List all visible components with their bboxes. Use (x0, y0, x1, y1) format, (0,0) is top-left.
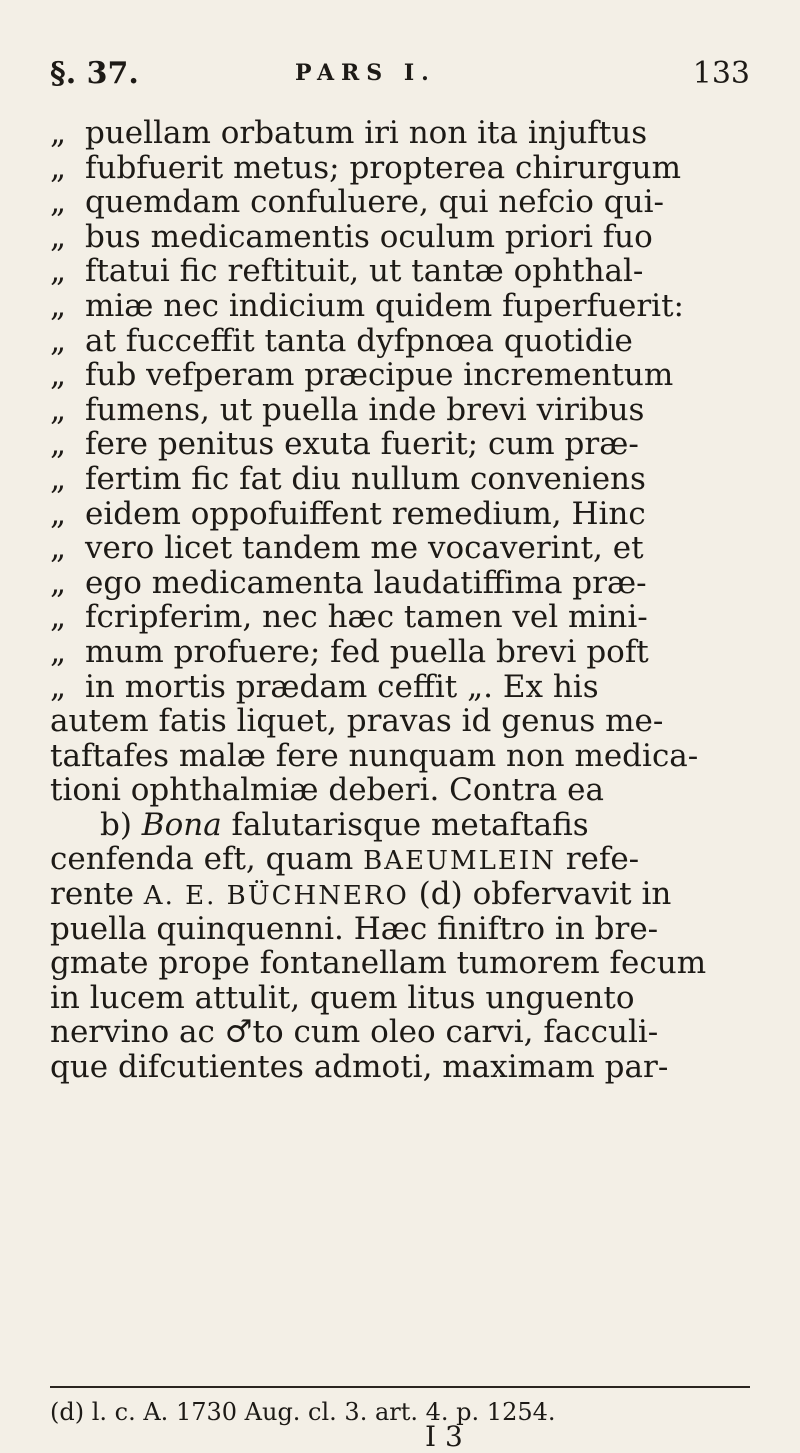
text-line (50, 600, 760, 635)
text-line (50, 531, 760, 566)
text-line (50, 635, 760, 670)
text-line (50, 566, 760, 601)
line-text: autem fatis liquet, pravas id genus me- (50, 704, 664, 739)
part-title: PARS I. (295, 60, 436, 86)
text-line (50, 185, 760, 220)
text-run: b) (100, 807, 142, 843)
line-text: quemdam confuluere, qui nefcio qui- (85, 185, 665, 220)
quote-mark: „ (50, 496, 67, 532)
paragraph-b-line-3 (50, 877, 760, 912)
paragraph-b-line-2 (50, 842, 760, 877)
text-line (50, 254, 760, 289)
signature-mark: I 3 (425, 1420, 463, 1453)
quoted-passage (50, 116, 760, 808)
quote-mark: „ (50, 669, 67, 705)
line-text: eidem oppofuiffent remedium, Hinc (85, 496, 646, 532)
text-line: nervino ac ♂to cum oleo carvi, facculi- (50, 1015, 659, 1051)
page-number: 133 (692, 56, 750, 91)
text-line (50, 670, 760, 705)
quote-mark: „ (50, 427, 67, 462)
quote-mark: „ (50, 185, 67, 220)
text-run: cenfenda eft, quam (50, 842, 364, 878)
quote-mark: „ (50, 254, 67, 289)
quote-mark: „ (50, 323, 67, 359)
quote-mark: „ (50, 461, 67, 497)
paragraph-b-line-1 (50, 808, 760, 843)
quote-mark: „ (50, 634, 67, 670)
text-line (50, 358, 760, 393)
line-text: fertim fic fat diu nullum conveniens (85, 461, 646, 497)
line-text: mum profuere; fed puella brevi poft (85, 634, 649, 670)
line-text: ftatui fic reftituit, ut tantæ ophthal- (85, 254, 644, 289)
text-line (50, 324, 760, 359)
section-number: §. 37. (50, 56, 139, 91)
running-header (50, 56, 750, 96)
quote-mark: „ (50, 116, 67, 151)
quote-mark: „ (50, 150, 67, 186)
text-line (50, 497, 760, 532)
line-text: tioni ophthalmiæ deberi. Contra ea (50, 773, 604, 808)
text-line (50, 462, 760, 497)
text-run: rente (50, 877, 144, 912)
body-text (50, 116, 760, 1085)
quote-mark: „ (50, 531, 67, 566)
text-line (50, 704, 760, 739)
text-run: falutarisque metaftafis (221, 807, 589, 843)
text-line (50, 151, 760, 186)
text-line (50, 393, 760, 428)
text-line (50, 427, 760, 462)
author-name: A. E. BÜCHNERO (143, 881, 409, 912)
line-text: taftafes malæ fere nunquam non medica- (50, 738, 699, 774)
text-line (50, 773, 760, 808)
paragraph-b-rest (50, 912, 760, 1085)
line-text: bus medicamentis oculum priori fuo (85, 219, 653, 255)
text-run: refe- (555, 842, 640, 878)
text-line: puella quinquenni. Hæc finiftro in bre- (50, 911, 659, 947)
quote-mark: „ (50, 358, 67, 393)
line-text: fumens, ut puella inde brevi viribus (85, 392, 645, 428)
text-run: (d) obfervavit in (408, 877, 672, 912)
text-line: in lucem attulit, quem litus unguento (50, 980, 635, 1016)
quote-mark: „ (50, 565, 67, 601)
quote-mark: „ (50, 288, 67, 324)
footnote-rule (50, 1386, 750, 1388)
quote-mark: „ (50, 600, 67, 635)
line-text: at fucceffit tanta dyfpnœa quotidie (85, 323, 633, 359)
text-line: que difcutientes admoti, maximam par- (50, 1050, 669, 1085)
quote-mark: „ (50, 392, 67, 428)
quote-mark: „ (50, 219, 67, 255)
line-text: fcripferim, nec hæc tamen vel mini- (85, 600, 648, 635)
line-text: in mortis prædam ceffit „. Ex his (85, 669, 599, 705)
line-text: puellam orbatum iri non ita injuftus (85, 116, 648, 151)
line-text: vero licet tandem me vocaverint, et (85, 531, 644, 566)
line-text: ego medicamenta laudatiffima præ- (85, 565, 647, 601)
line-text: fub vefperam præcipue incrementum (85, 358, 674, 393)
text-line (50, 739, 760, 774)
line-text: miæ nec indicium quidem fuperfuerit: (85, 288, 684, 324)
line-text: fubfuerit metus; propterea chirurgum (85, 150, 682, 186)
text-line (50, 116, 760, 151)
text-line (50, 220, 760, 255)
text-line: gmate prope fontanellam tumorem fecum (50, 946, 707, 981)
italic-term: Bona (141, 807, 222, 843)
line-text: fere penitus exuta fuerit; cum præ- (85, 427, 639, 462)
author-name: BAEUMLEIN (363, 846, 556, 877)
footnote: (d) l. c. A. 1730 Aug. cl. 3. art. 4. p. 1254. (50, 1398, 556, 1426)
text-line (50, 289, 760, 324)
